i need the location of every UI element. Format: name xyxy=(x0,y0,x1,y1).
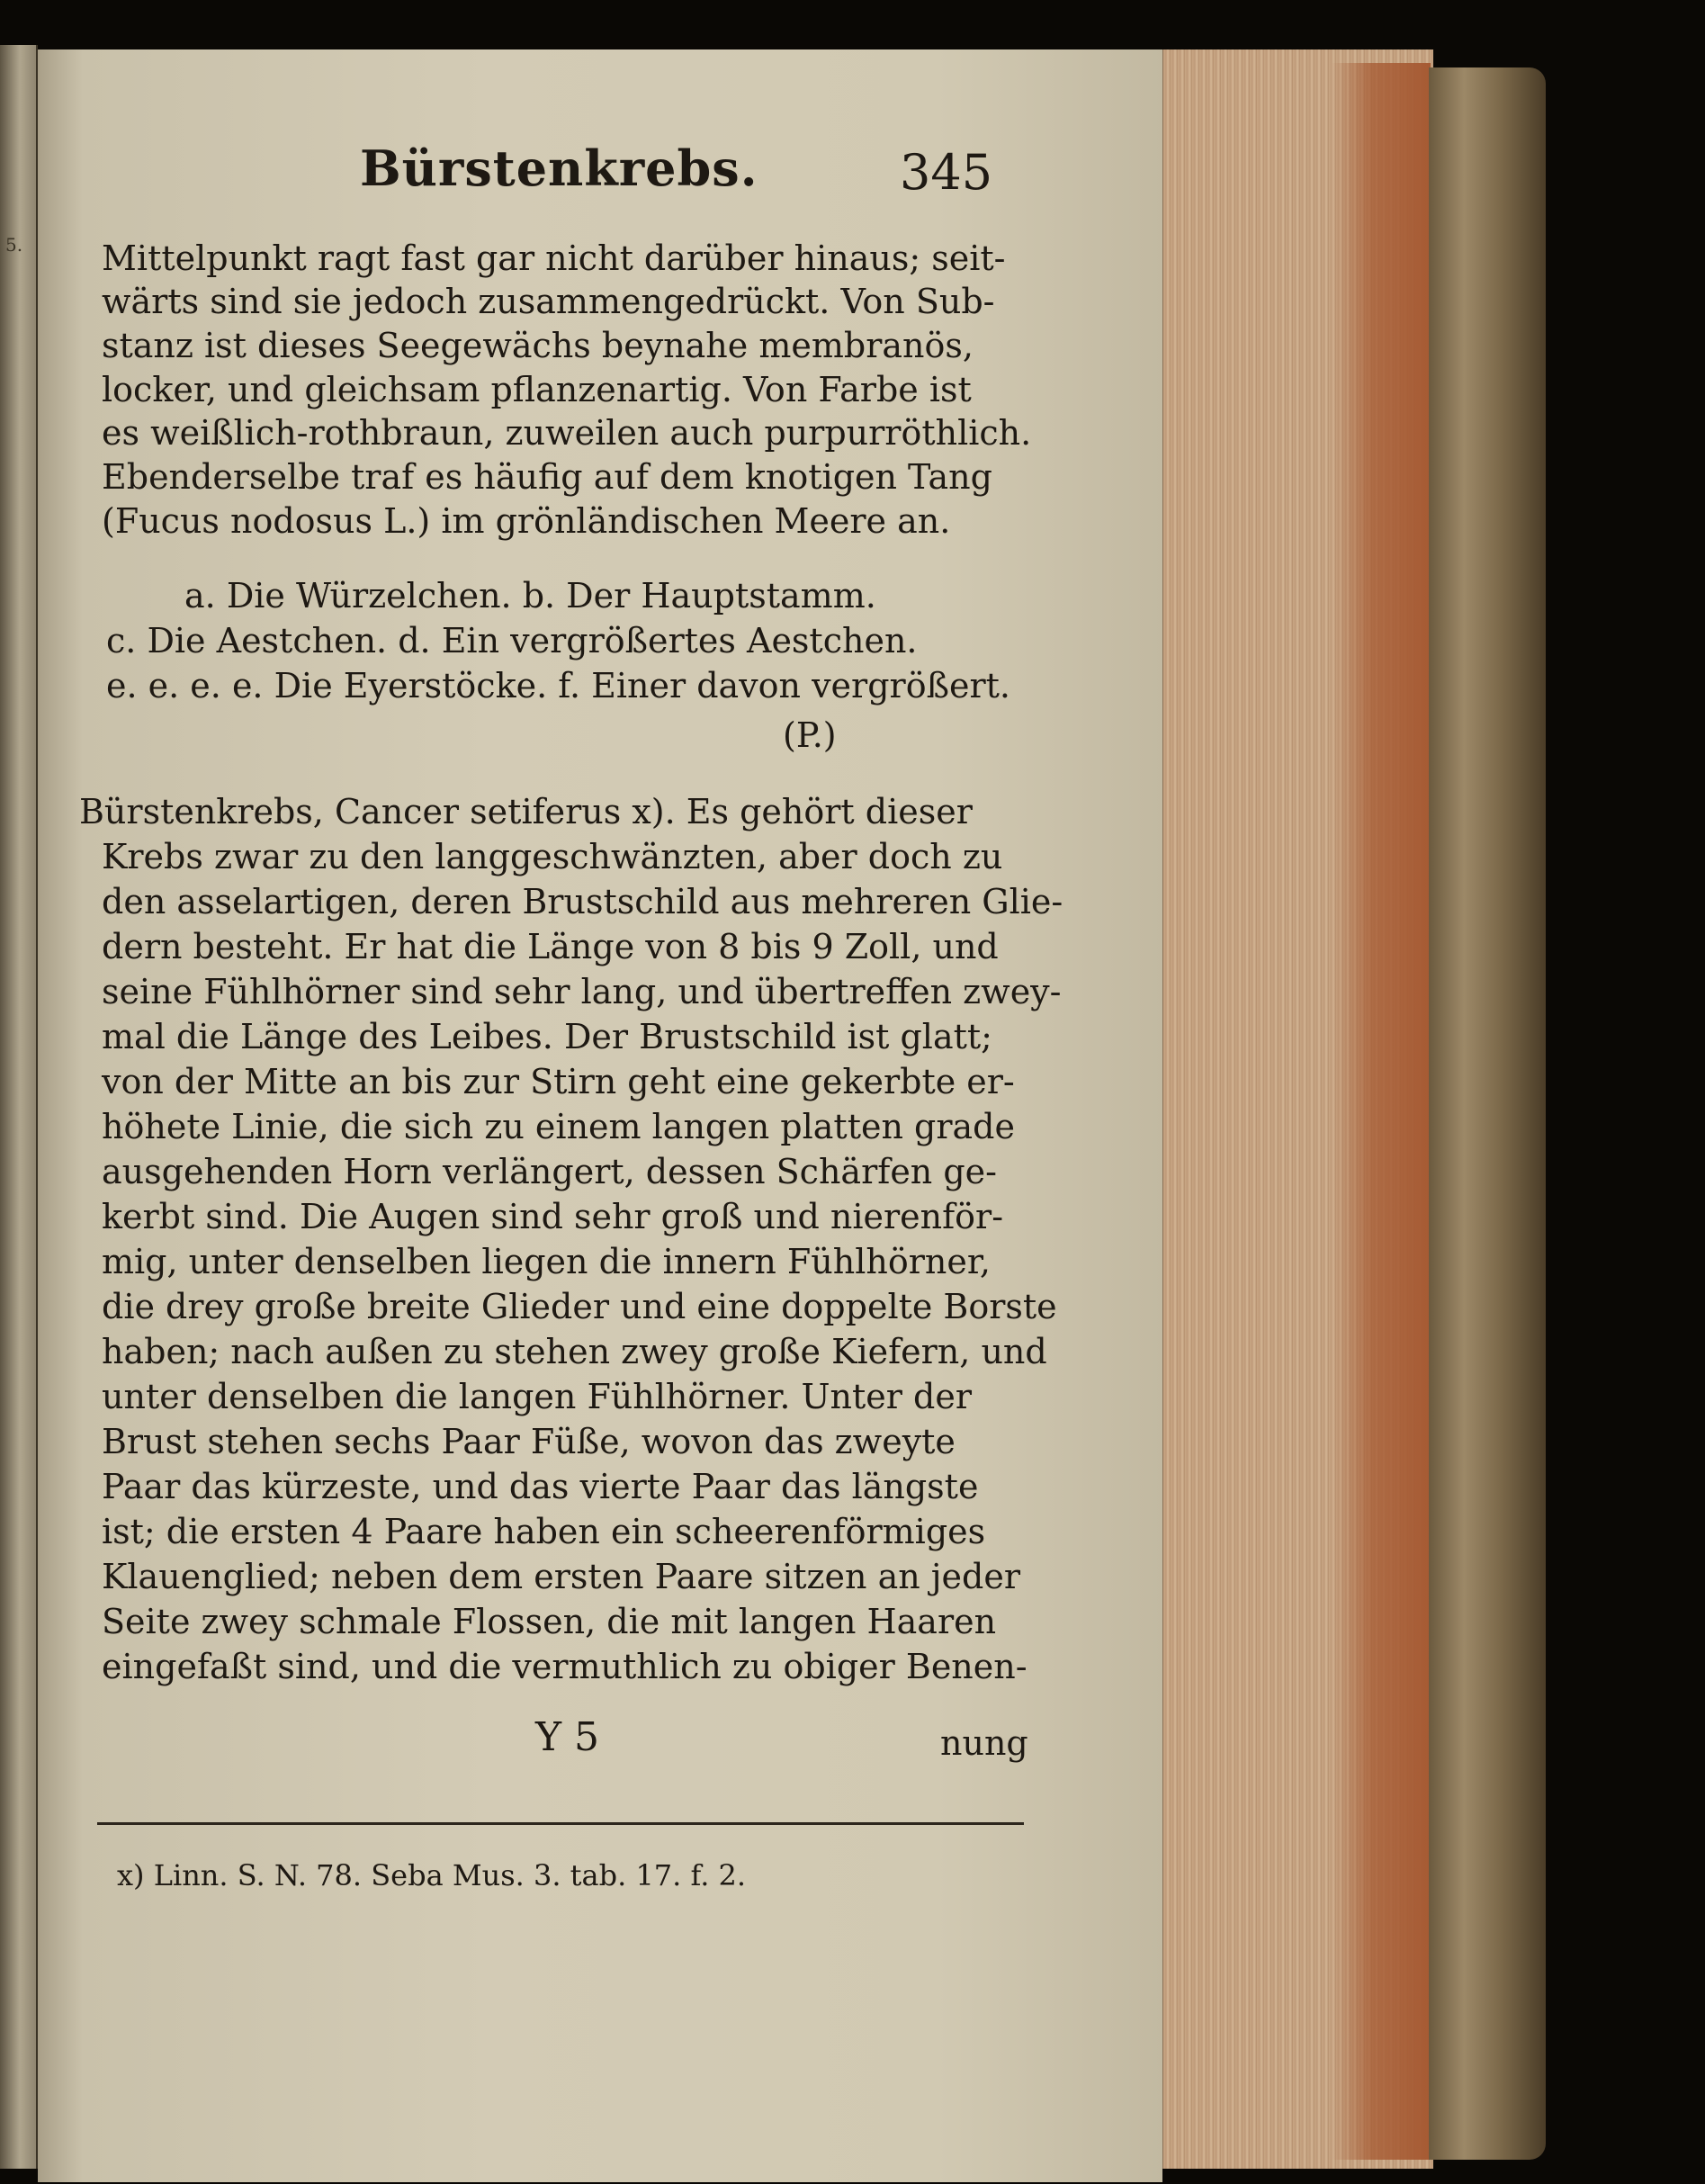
text-line: seine Fühlhörner sind sehr lang, und übertreffen zwey- xyxy=(102,972,1062,1011)
running-header-title: Bürstenkrebs. xyxy=(360,139,758,197)
text-line: von der Mitte an bis zur Stirn geht eine gekerbte er- xyxy=(102,1062,1015,1101)
text-line: mal die Länge des Leibes. Der Brustschild ist glatt; xyxy=(102,1017,992,1056)
text-line: es weißlich-rothbraun, zuweilen auch purpurröthlich. xyxy=(102,413,1032,453)
text-line: eingefaßt sind, und die vermuthlich zu obiger Benen- xyxy=(102,1647,1027,1686)
red-edge-gilding xyxy=(1332,63,1431,2160)
page-number: 345 xyxy=(900,144,993,201)
text-line: dern besteht. Er hat die Länge von 8 bis 9 Zoll, und xyxy=(102,927,999,966)
text-line: Paar das kürzeste, und das vierte Paar das längste xyxy=(102,1467,979,1506)
text-line: unter denselben die langen Fühlhörner. Unter der xyxy=(102,1377,973,1416)
text-line: Brust stehen sechs Paar Füße, wovon das zweyte xyxy=(102,1422,956,1461)
text-line: Bürstenkrebs, Cancer setiferus x). Es gehört dieser xyxy=(79,792,973,831)
text-line: Ebenderselbe traf es häufig auf dem knotigen Tang xyxy=(102,457,992,497)
text-line: Mittelpunkt ragt fast gar nicht darüber hinaus; seit- xyxy=(102,238,1006,278)
author-mark: (P.) xyxy=(783,715,837,755)
text-line: Klauenglied; neben dem ersten Paare sitzen an jeder xyxy=(102,1557,1021,1596)
text-line: kerbt sind. Die Augen sind sehr groß und nierenför- xyxy=(102,1197,1004,1236)
plate-legend-line: e. e. e. e. Die Eyerstöcke. f. Einer davon vergrößert. xyxy=(106,666,1010,706)
text-line: haben; nach außen zu stehen zwey große Kiefern, und xyxy=(102,1332,1047,1371)
book-cover-edge xyxy=(1429,67,1546,2160)
text-line: höhete Linie, die sich zu einem langen platten grade xyxy=(102,1107,1015,1146)
plate-legend-line: a. Die Würzelchen. b. Der Hauptstamm. xyxy=(184,576,876,616)
text-line: locker, und gleichsam pflanzenartig. Von Farbe ist xyxy=(102,370,972,409)
text-line: wärts sind sie jedoch zusammengedrückt. Von Sub- xyxy=(102,282,995,321)
text-line: stanz ist dieses Seegewächs beynahe membranös, xyxy=(102,326,974,365)
footnote: x) Linn. S. N. 78. Seba Mus. 3. tab. 17. f. 2. xyxy=(117,1858,747,1892)
text-line: (Fucus nodosus L.) im grönländischen Meere an. xyxy=(102,501,951,541)
text-line: den asselartigen, deren Brustschild aus mehreren Glie- xyxy=(102,882,1063,921)
text-line: Seite zwey schmale Flossen, die mit langen Haaren xyxy=(102,1602,997,1641)
left-page-edge xyxy=(0,45,38,2169)
text-line: ausgehenden Horn verlängert, dessen Schärfen ge- xyxy=(102,1152,998,1191)
footnote-rule xyxy=(97,1822,1024,1825)
plate-legend-line: c. Die Aestchen. d. Ein vergrößertes Aestchen. xyxy=(106,621,918,661)
text-line: mig, unter denselben liegen die innern Fühlhörner, xyxy=(102,1242,991,1281)
left-page-margin-mark: 5. xyxy=(5,234,23,256)
catchword: nung xyxy=(940,1723,1028,1763)
text-line: Krebs zwar zu den langgeschwänzten, aber doch zu xyxy=(102,837,1003,876)
text-line: ist; die ersten 4 Paare haben ein scheerenförmiges xyxy=(102,1512,986,1551)
text-line: die drey große breite Glieder und eine doppelte Borste xyxy=(102,1287,1057,1326)
signature-mark: Y 5 xyxy=(535,1714,600,1760)
